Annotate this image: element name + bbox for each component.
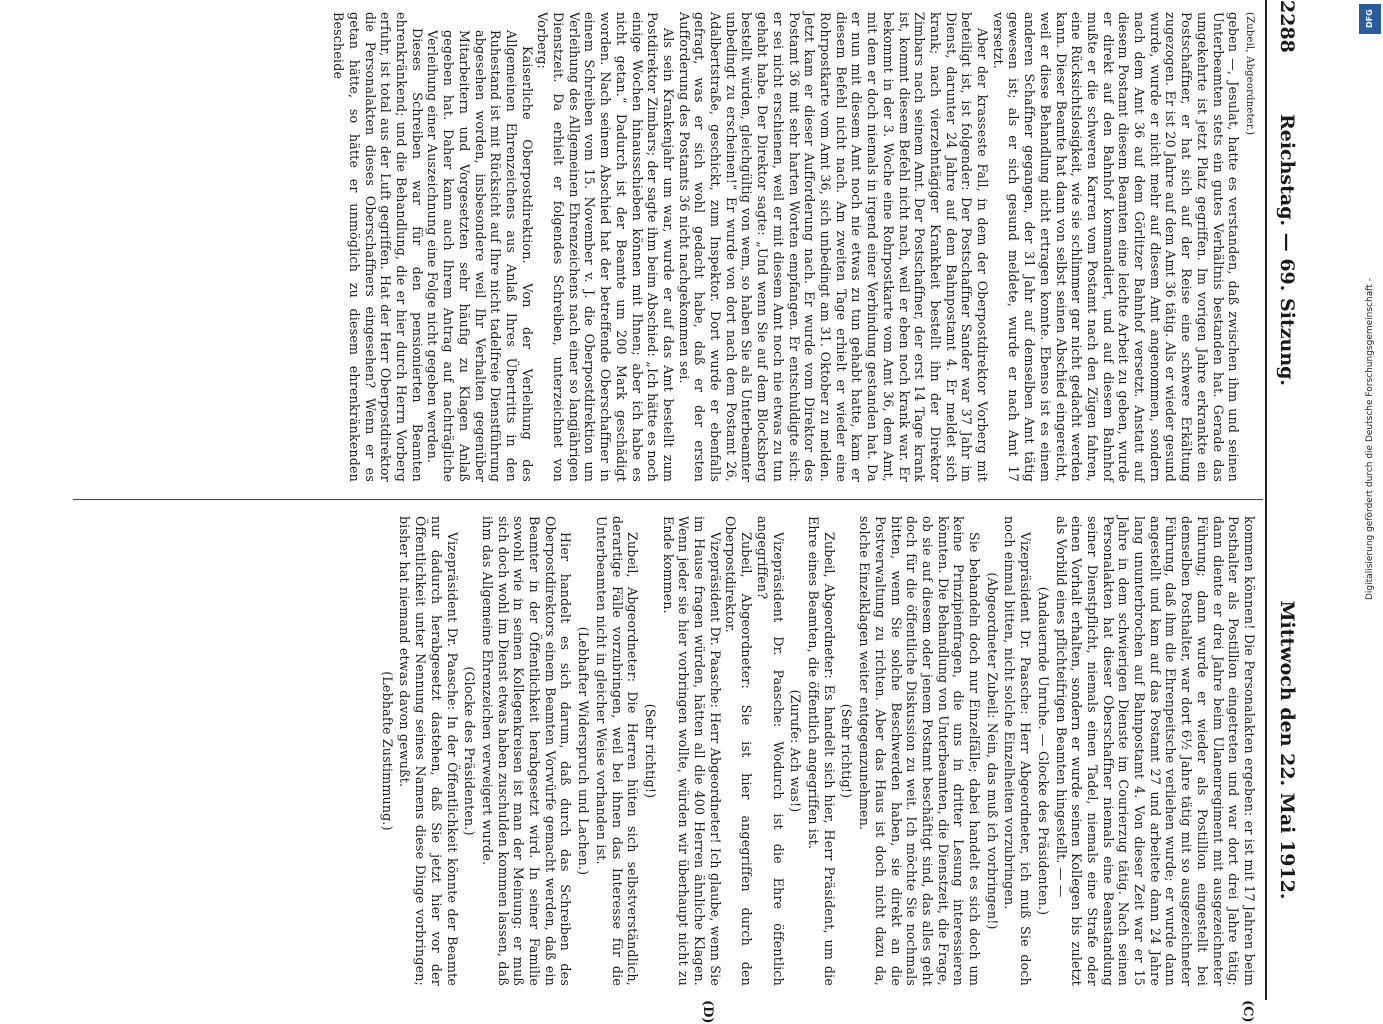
right-paragraph: Zubeil, Abgeordneter: Die Herren hüten sich selbstverständlich, derartige Fälle vorzubringen, weil bei ihnen das Interesse für die Unterbeamten nicht in gleicher Weise vorhanden ist. xyxy=(593,516,641,986)
right-paragraph: Hier handelt es sich darum, daß durch das Schreiben des Oberpostdirektors einem Beamten Vorwürfe gemacht werden, daß ein Beamter in der Öffentlichkeit herabgesetzt wird. In seiner Familie sowohl wie in seinen Kollegenkreisen ist man der Meinung: er muß sich doch wohl im Dienst etwas haben zuschulden kommen lassen, daß ihm das Allgemeine Ehrenzeichen verweigert wurde. xyxy=(479,516,574,986)
right-column xyxy=(377,516,1257,986)
right-paragraph: kommen können! Die Personalakten ergeben: er ist mit 17 Jahren beim Posthalter als Postillion eingetreten und war dort drei Jahre tätig; dann diente er drei Jahre beim Ulanenregiment mit ausgezeichneter Führung; dann wurde er wieder als Postillion eingestellt bei demselben Posthalter, war dort 6½ Jahre tätig mit so ausgezeichneter Führung, daß ihm die Ehrenpeitsche verliehen wurde; er wurde dann angestellt und kam auf das Postamt 27 und arbeitete dann 24 Jahre lang ununterbrochen auf Bahnpostamt 4. Von dieser Zeit war er 15 Jahre in dem schwierigen Dienste im Courierzug tätig. Nach seinen Personalakten hat dieser Oberschaffner niemals eine Beanstandung seiner Dienstpflicht, niemals einen Tadel, niemals eine Strafe oder einen Vorhalt erhalten, sondern er wurde seinen Kollegen bis zuletzt als Vorbild eines pflichteifrigen Beamten hingestellt. — — xyxy=(1053,516,1257,986)
right-paragraph: Zubeil, Abgeordneter: Es handelt sich hier, Herr Präsident, um die Ehre eines Beamten, die öffentlich angegriffen ist. xyxy=(806,516,837,986)
left-paragraph: Aber der krasseste Fall, in dem der Oberpostdirektor Vorberg mit beteiligt ist, ist folgender: Der Postschaffner Sander war 37 Jahr im Dienst, darunter 24 Jahre auf dem Bahnpostamt 4. Er meldet sich krank; nach vierzehntägiger Krankheit bestellt ihn der Direktor Zimbars nach seinem Amt. Der Postschaffner, der erst 14 Tage krank ist, kommt diesem Befehl nicht nach, weil er eben noch krank war. Er bekommt in der 3. Woche eine Rohrpostkarte vom Amt 36, dem Amt, mit dem er doch niemals in irgend einer Verbindung gestanden hat. Da er nun mit diesem Amt noch nie etwas zu tun gehabt hatte, kam er diesem Befehl nicht nach. Am zweiten Tage erhielt er wieder eine Rohrpostkarte vom Amt 36, sich unbedingt am 31. Oktober zu melden. Jetzt kam er dieser Aufforderung nach. Er wurde vom Direktor des Postamt 36 mit sehr harten Worten empfangen. Er entschuldigte sich: er sei nicht erschienen, weil er mit diesem Amt noch nie etwas zu tun gehabt habe. Der Direktor sagte: „Und wenn Sie auf dem Blocksberg bestellt würden, gleichgültig von wem, so haben Sie als Unterbeamter unbedingt zu erscheinen!“ Er wurde von dort nach dem Postamt 26, Adalbertstraße, geschickt, zum Inspektor. Dort wurde er ebenfalls gefragt, was er sich wohl gedacht habe, daß er der ersten Aufforderung des Postamts 36 nicht nachgekommen sei. xyxy=(676,12,991,482)
page-number: 2288 xyxy=(1276,0,1298,53)
left-column xyxy=(331,12,1257,482)
right-paragraph: Vizepräsident Dr. Paasche: Herr Abgeordneter, ich muß Sie doch noch einmal bitten, nicht solche Einzelheiten vorzubringen. xyxy=(1002,516,1034,986)
interjection: (Glocke des Präsidenten.) xyxy=(462,666,478,836)
left-paragraph: Als sein Krankenjahr um war, wurde er auf das Amt bestellt zum Postdirektor Zimbars; der sagte ihm beim Abschied: „Ich hätte es noch einige Wochen hinausschieben können mit Ihnen; aber ich habe es nicht getan.“ Dadurch ist der Beamte um 200 Mark geschädigt worden. Nach seinem Abschied hat der betreffende Oberschaffner in einem Schreiben vom 15. November v. J. die Oberpostdirektion um Verleihung des Allgemeinen Ehrenzeichens nach einer so langjährigen Dienstzeit. Da erhielt er folgendes Schreiben, unterzeichnet von Vorberg: xyxy=(535,12,676,482)
interjection: (Abgeordneter Zubeil: Nein, das muß ich vorbringen!) xyxy=(984,572,1000,930)
right-paragraph: Sie behandeln doch nur Einzelfälle; dabei handelt es sich doch um keine Prinzipienfragen, die uns in dritter Lesung interessieren könnten. Die Behandlung von Unterbeamten, die Dienstzeit, die Frage, ob sie auf diesem oder jenem Postamt beschäftigt sind, das alles geht doch für die öffentliche Diskussion zu weit. Ich möchte Sie nochmals bitten, wenn Sie solche Beschwerden haben, sie direkt an die Postverwaltung zu richten. Aber das Haus ist doch nicht dazu da, solche Einzelklagen weiter entgegenzunehmen. xyxy=(857,516,983,986)
speaker-note: (Zubeil, Abgeordneter.) xyxy=(1244,12,1255,136)
left-paragraph: geben —, Jesulat, hatte es verstanden, daß zwischen ihm und seinen Unterbeamten stets ein gutes Verhältnis bestanden hat. Gerade das umgekehrte ist jetzt Platz gegriffen. Im vorigen Jahre erkrankte ein Postschaffner, er hat sich auf der Reise eine schwere Erkältung zugezogen. Er ist 20 Jahre auf dem Amt 36 tätig. Als er wieder gesund wurde, wurde er nicht mehr auf diesem Amt angenommen, sondern nach dem Amt 36 auf dem Görlitzer Bahnhof versetzt. Anstatt auf diesem Postamt diesem Beamten eine leichte Arbeit zu geben, wurde er direkt auf den Bahnhof kommandiert, und auf diesem Bahnhof mußte er die schweren Karren vom Postamt nach den Zügen fahren, eine Rücksichtslosigkeit, wie sie schlimmer gar nicht gedacht werden kann. Dieser Beamte hat dann von selbst seinen Abschied eingereicht, weil er diese Behandlung nicht ertragen konnte. Ebenso ist es einem anderen Schaffner gegangen, der 31 Jahr auf demselben Amt tätig gewesen ist; als er sich gesund meldete, wurde er nach Amt 17 versetzt. xyxy=(990,12,1242,482)
interjection: (Andauernde Unruhe. — Glocke des Präsidenten.) xyxy=(1035,586,1051,916)
right-header-title: Mittwoch den 22. Mai 1912. xyxy=(1276,600,1298,900)
right-paragraph: Zubeil, Abgeordneter: Sie ist hier angegriffen durch den Oberpostdirektor. xyxy=(723,516,755,986)
left-paragraph: Dieses Schreiben war für den pensionierten Beamten ehrenkränkend; und die Behandlung, die er hier durch Herrn Vorberg erfuhr, ist total aus der Luft gegriffen. Hat der Herr Oberpostdirektor die Personalakten dieses Oberschaffners eingesehen? Wenn er es getan hätte, so hätte er unmöglich zu diesem ehrenkränkenden Bescheide xyxy=(331,12,425,482)
right-paragraph: Vizepräsident Dr. Paasche: In der Öffentlichkeit könnte der Beamte nur dadurch herabgesetzt dastehen, daß Sie jetzt hier vor der Öffentlichkeit unter Nennung seines Namens diese Dinge vorbringen; bisher hat niemand etwas davon gewußt. xyxy=(397,516,460,986)
right-paragraph: Vizepräsident Dr. Paasche: Wodurch ist die Ehre öffentlich angegriffen? xyxy=(754,516,786,986)
dfg-logo: DFG xyxy=(1359,4,1381,34)
margin-mark-d: (D) xyxy=(700,1000,715,1024)
header-rule xyxy=(1265,0,1267,1000)
interjection: (Lebhafte Zustimmung.) xyxy=(379,671,395,831)
interjection: (Sehr richtig!) xyxy=(642,703,658,799)
margin-mark-c: (C) xyxy=(1240,1000,1255,1023)
interjection: (Lebhafter Widerspruch und Lachen.) xyxy=(576,626,592,876)
interjection: (Zurufe: Ach was!) xyxy=(788,689,804,813)
digitization-credit: Digitalisierung gefördert durch die Deutsche Forschungsgemeinschaft - xyxy=(1365,278,1375,600)
left-header-title: Reichstag. — 69. Sitzung. xyxy=(1276,113,1298,387)
interjection: (Sehr richtig!) xyxy=(839,703,855,799)
right-paragraph: Vizepräsident Dr. Paasche: Herr Abgeordneter! Ich glaube, wenn Sie im Hause fragen würden, hätten all die 400 Herren ähnliche Klagen. Wenn jeder sie hier vorbringen wollte, würden wir überhaupt nicht zu Ende kommen. xyxy=(660,516,723,986)
newspaper-page xyxy=(55,0,1315,1024)
column-divider xyxy=(73,499,1263,500)
page-header xyxy=(1267,0,1307,1000)
quoted-letter: Kaiserliche Oberpostdirektion. Von der Verleihung des Allgemeinen Ehrenzeichens aus Anlaß Ihres Übertritts in den Ruhestand ist mit Rücksicht auf Ihre nicht tadelfreie Dienstführung abgesehen worden, insbesondere weil Ihr Verhalten gegenüber Mitarbeitern und Vorgesetzten sehr häufig zu Klagen Anlaß gegeben hat. Daher kann auch Ihrem Antrag auf nachträgliche Verleihung einer Auszeichnung eine Folge nicht gegeben werden. xyxy=(425,30,535,482)
